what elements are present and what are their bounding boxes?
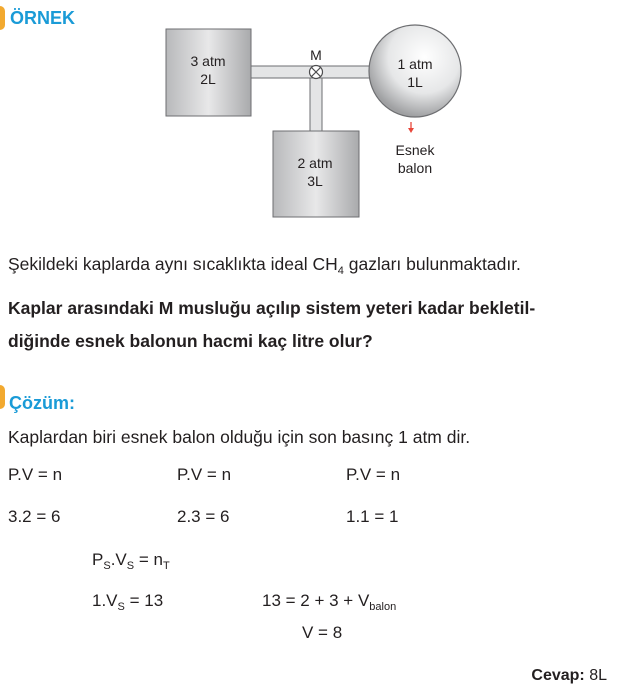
balloon-caption-line1: Esnek <box>395 142 435 158</box>
balloon-volume: 1L <box>407 74 423 90</box>
calc-3: 1.1 = 1 <box>346 507 399 526</box>
example-heading: ÖRNEK <box>10 8 76 28</box>
statement-subscript: 4 <box>337 265 344 277</box>
balloon-label <box>385 55 445 91</box>
container-bottom-volume: 3L <box>307 173 323 189</box>
final-right-text: 13 = 2 + 3 + V <box>262 591 370 610</box>
container-left-label <box>178 52 238 88</box>
total-v-sub: S <box>126 560 135 572</box>
formula-3: P.V = n <box>346 465 401 484</box>
balloon-caption-line2: balon <box>397 160 433 176</box>
final-left-sub: S <box>117 601 125 613</box>
total-n: = n <box>134 550 163 569</box>
question-line-2: diğinde esnek balonun hacmi kaç litre olur? <box>8 331 373 351</box>
total-n-sub: T <box>162 560 170 572</box>
total-p-sub: S <box>103 560 111 572</box>
arrow-down-icon <box>408 122 414 133</box>
balloon-caption <box>383 141 447 177</box>
container-left-pressure: 3 atm <box>190 53 226 69</box>
container-bottom-label <box>285 154 345 190</box>
final-left-rest: = 13 <box>124 591 164 610</box>
calc-1: 3.2 = 6 <box>8 507 61 526</box>
final-right-sub: balon <box>369 601 397 613</box>
problem-statement <box>8 254 521 275</box>
total-moles-formula <box>92 550 170 570</box>
result: V = 8 <box>302 623 343 642</box>
valve-label: M <box>310 47 322 63</box>
answer-label: Cevap: <box>531 667 585 684</box>
question-line-1: Kaplar arasındaki M musluğu açılıp sistem yeteri kadar bekletil- <box>8 298 536 318</box>
calc-2: 2.3 = 6 <box>177 507 230 526</box>
answer-value: 8L <box>589 667 607 684</box>
solution-heading: Çözüm: <box>9 393 75 413</box>
container-bottom-pressure: 2 atm <box>297 155 333 171</box>
statement-text-end: gazları bulunmaktadır. <box>343 254 521 274</box>
answer <box>531 667 607 685</box>
solution-heading-marker <box>0 385 5 409</box>
formula-2: P.V = n <box>177 465 232 484</box>
formula-1: P.V = n <box>8 465 63 484</box>
statement-text: Şekildeki kaplarda aynı sıcaklıkta ideal CH <box>8 254 338 274</box>
final-left-text: 1.V <box>92 591 118 610</box>
balloon-pressure: 1 atm <box>397 56 433 72</box>
total-v: .V <box>110 550 127 569</box>
final-equation-right <box>262 591 396 611</box>
solution-intro: Kaplardan biri esnek balon olduğu için son basınç 1 atm dir. <box>8 427 471 447</box>
final-equation-left <box>92 591 163 611</box>
gas-containers-figure <box>0 0 619 230</box>
valve-m-icon <box>310 66 323 79</box>
total-p: P <box>92 550 104 569</box>
container-left-volume: 2L <box>200 71 216 87</box>
